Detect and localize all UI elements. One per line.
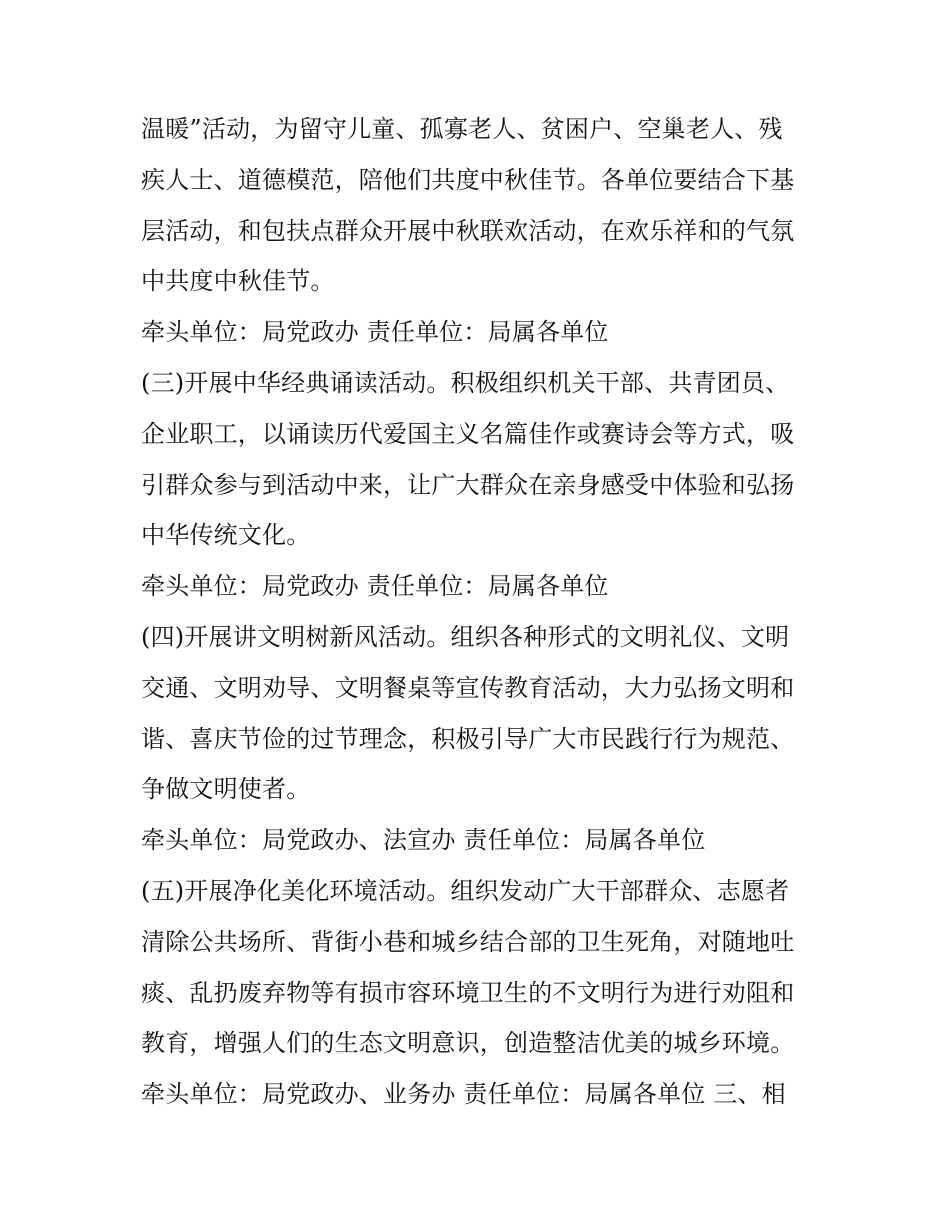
text-line: 交通、文明劝导、文明餐桌等宣传教育活动，大力弘扬文明和 — [141, 673, 795, 702]
section-heading-line: (五)开展净化美化环境活动。组织发动广大干部群众、志愿者 — [141, 876, 790, 905]
text-line: 中共度中秋佳节。 — [141, 267, 335, 296]
text-line: 谐、喜庆节俭的过节理念，积极引导广大市民践行行为规范、 — [141, 724, 795, 753]
text-line: 痰、乱扔废弃物等有损市容环境卫生的不文明行为进行劝阻和 — [141, 978, 795, 1007]
text-line: 层活动，和包扶点群众开展中秋联欢活动，在欢乐祥和的气氛 — [141, 216, 795, 245]
text-line: 中华传统文化。 — [141, 521, 311, 550]
text-line: 疾人士、道德模范，陪他们共度中秋佳节。各单位要结合下基 — [141, 165, 795, 194]
responsible-unit-line: 牵头单位：局党政办 责任单位：局属各单位 — [141, 572, 609, 601]
section-heading-line: (四)开展讲文明树新风活动。组织各种形式的文明礼仪、文明 — [141, 622, 790, 651]
text-line: 温暖”活动，为留守儿童、孤寡老人、贫困户、空巢老人、残 — [141, 115, 783, 143]
document-body — [141, 104, 821, 1120]
responsible-unit-line: 牵头单位：局党政办、业务办 责任单位：局属各单位 三、相 — [141, 1080, 786, 1109]
responsible-unit-line: 牵头单位：局党政办、法宣办 责任单位：局属各单位 — [141, 826, 706, 855]
text-line: 引群众参与到活动中来，让广大群众在亲身感受中体验和弘扬 — [141, 470, 795, 499]
responsible-unit-line: 牵头单位：局党政办 责任单位：局属各单位 — [141, 318, 609, 347]
section-heading-line: (三)开展中华经典诵读活动。积极组织机关干部、共青团员、 — [141, 368, 790, 397]
text-line: 企业职工，以诵读历代爱国主义名篇佳作或赛诗会等方式，吸 — [141, 419, 795, 448]
text-line: 争做文明使者。 — [141, 775, 311, 804]
text-line: 教育，增强人们的生态文明意识，创造整洁优美的城乡环境。 — [141, 1029, 795, 1058]
text-line: 清除公共场所、背街小巷和城乡结合部的卫生死角，对随地吐 — [141, 927, 795, 956]
